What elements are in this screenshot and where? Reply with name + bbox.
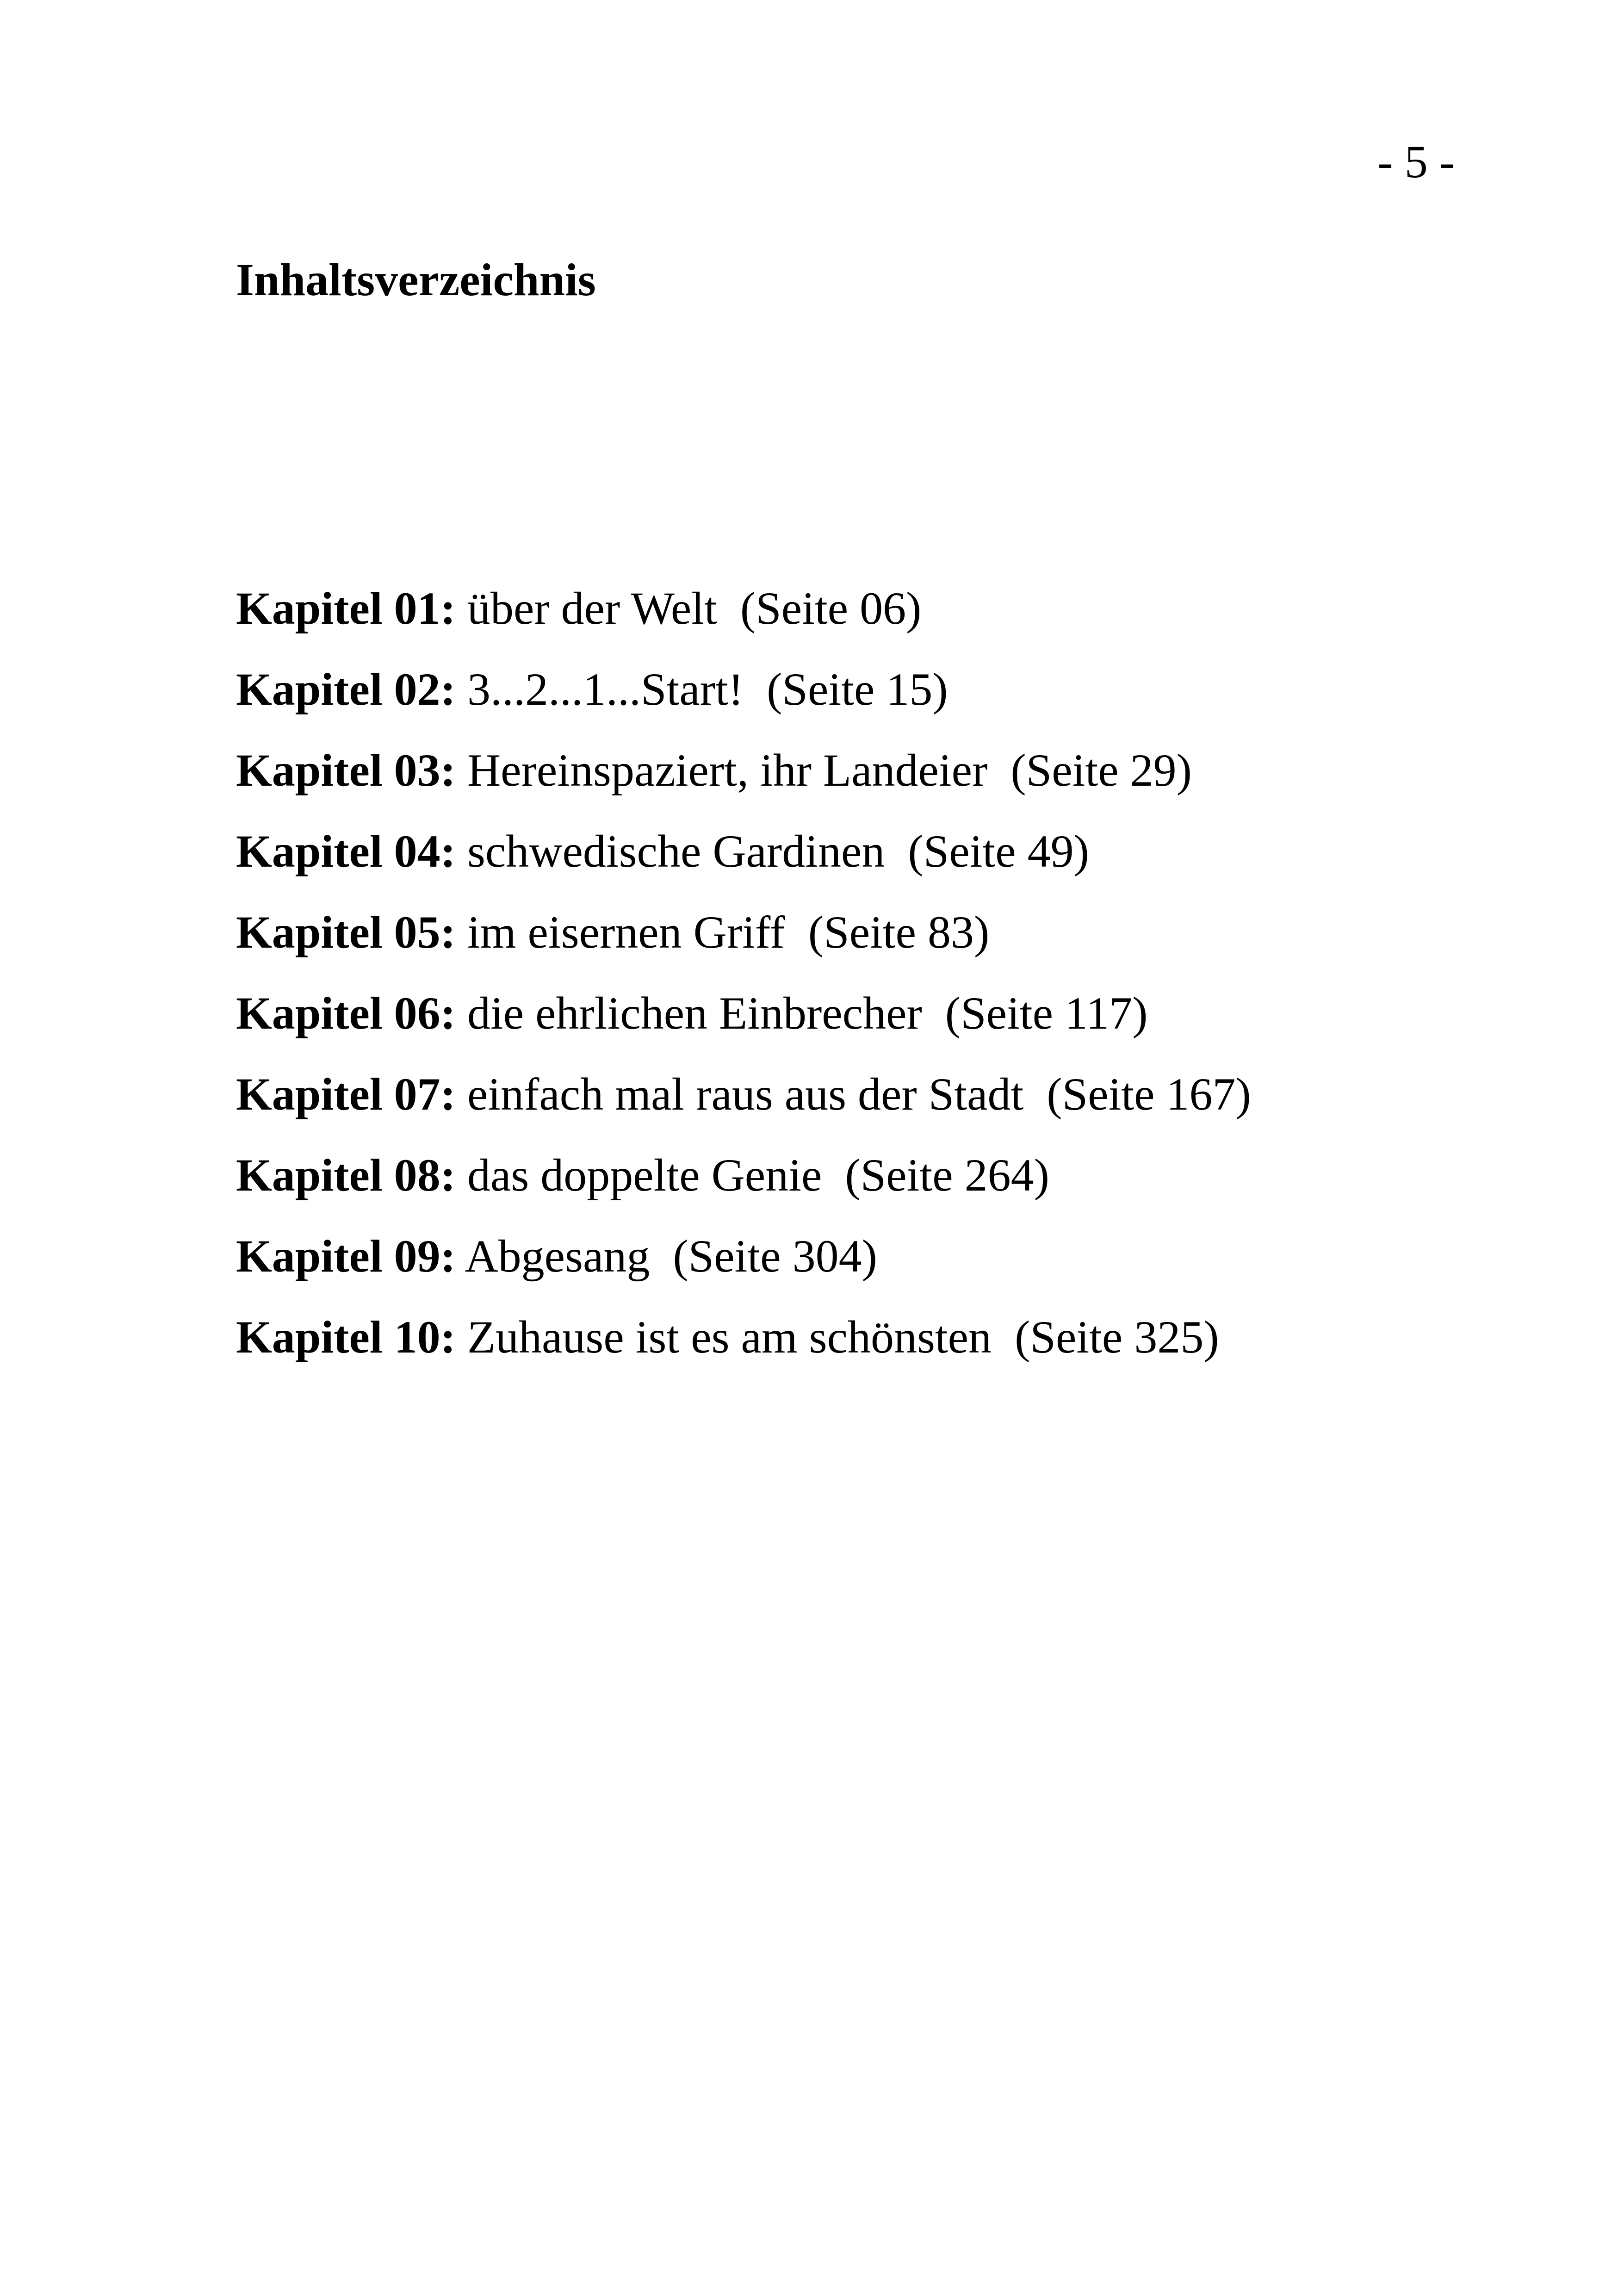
toc-entry-08 [236, 1149, 1251, 1233]
chapter-label: Kapitel 01: [236, 583, 456, 634]
toc-entry-01 [236, 585, 1251, 666]
chapter-page-ref: (Seite 29) [1010, 745, 1192, 796]
chapter-page-ref: (Seite 15) [767, 664, 948, 715]
chapter-label: Kapitel 06: [236, 987, 456, 1039]
chapter-page-ref: (Seite 167) [1047, 1068, 1251, 1120]
chapter-title: Hereinspaziert, ihr Landeier [467, 745, 988, 796]
toc-entry-10 [236, 1311, 1251, 1395]
chapter-title: schwedische Gardinen [467, 825, 885, 877]
chapter-title: Abgesang [465, 1230, 650, 1282]
chapter-label: Kapitel 03: [236, 745, 456, 796]
toc-entry-04 [236, 825, 1251, 909]
chapter-page-ref: (Seite 83) [808, 906, 990, 958]
chapter-label: Kapitel 09: [236, 1230, 456, 1282]
toc-entry-05 [236, 906, 1251, 990]
toc-entry-07 [236, 1068, 1251, 1152]
chapter-label: Kapitel 07: [236, 1068, 456, 1120]
toc-entry-09 [236, 1230, 1251, 1314]
toc-entry-03 [236, 747, 1251, 828]
chapter-label: Kapitel 02: [236, 664, 456, 715]
page-number: - 5 - [1377, 136, 1455, 187]
toc-list [236, 585, 1251, 1395]
chapter-title: das doppelte Genie [467, 1149, 822, 1201]
chapter-title: über der Welt [467, 583, 717, 634]
chapter-title: einfach mal raus aus der Stadt [467, 1068, 1024, 1120]
toc-title: Inhaltsverzeichnis [236, 254, 596, 305]
chapter-page-ref: (Seite 264) [845, 1149, 1049, 1201]
chapter-page-ref: (Seite 49) [908, 825, 1089, 877]
toc-entry-06 [236, 987, 1251, 1071]
chapter-page-ref: (Seite 117) [945, 987, 1148, 1039]
chapter-title: Zuhause ist es am schönsten [467, 1311, 992, 1363]
chapter-label: Kapitel 08: [236, 1149, 456, 1201]
chapter-title: 3...2...1...Start! [467, 664, 744, 715]
chapter-title: im eisernen Griff [467, 906, 785, 958]
chapter-label: Kapitel 10: [236, 1311, 456, 1363]
chapter-page-ref: (Seite 304) [673, 1230, 877, 1282]
chapter-title: die ehrlichen Einbrecher [467, 987, 922, 1039]
chapter-page-ref: (Seite 325) [1015, 1311, 1219, 1363]
chapter-label: Kapitel 05: [236, 906, 456, 958]
chapter-label: Kapitel 04: [236, 825, 456, 877]
toc-entry-02 [236, 666, 1251, 747]
chapter-page-ref: (Seite 06) [740, 583, 922, 634]
